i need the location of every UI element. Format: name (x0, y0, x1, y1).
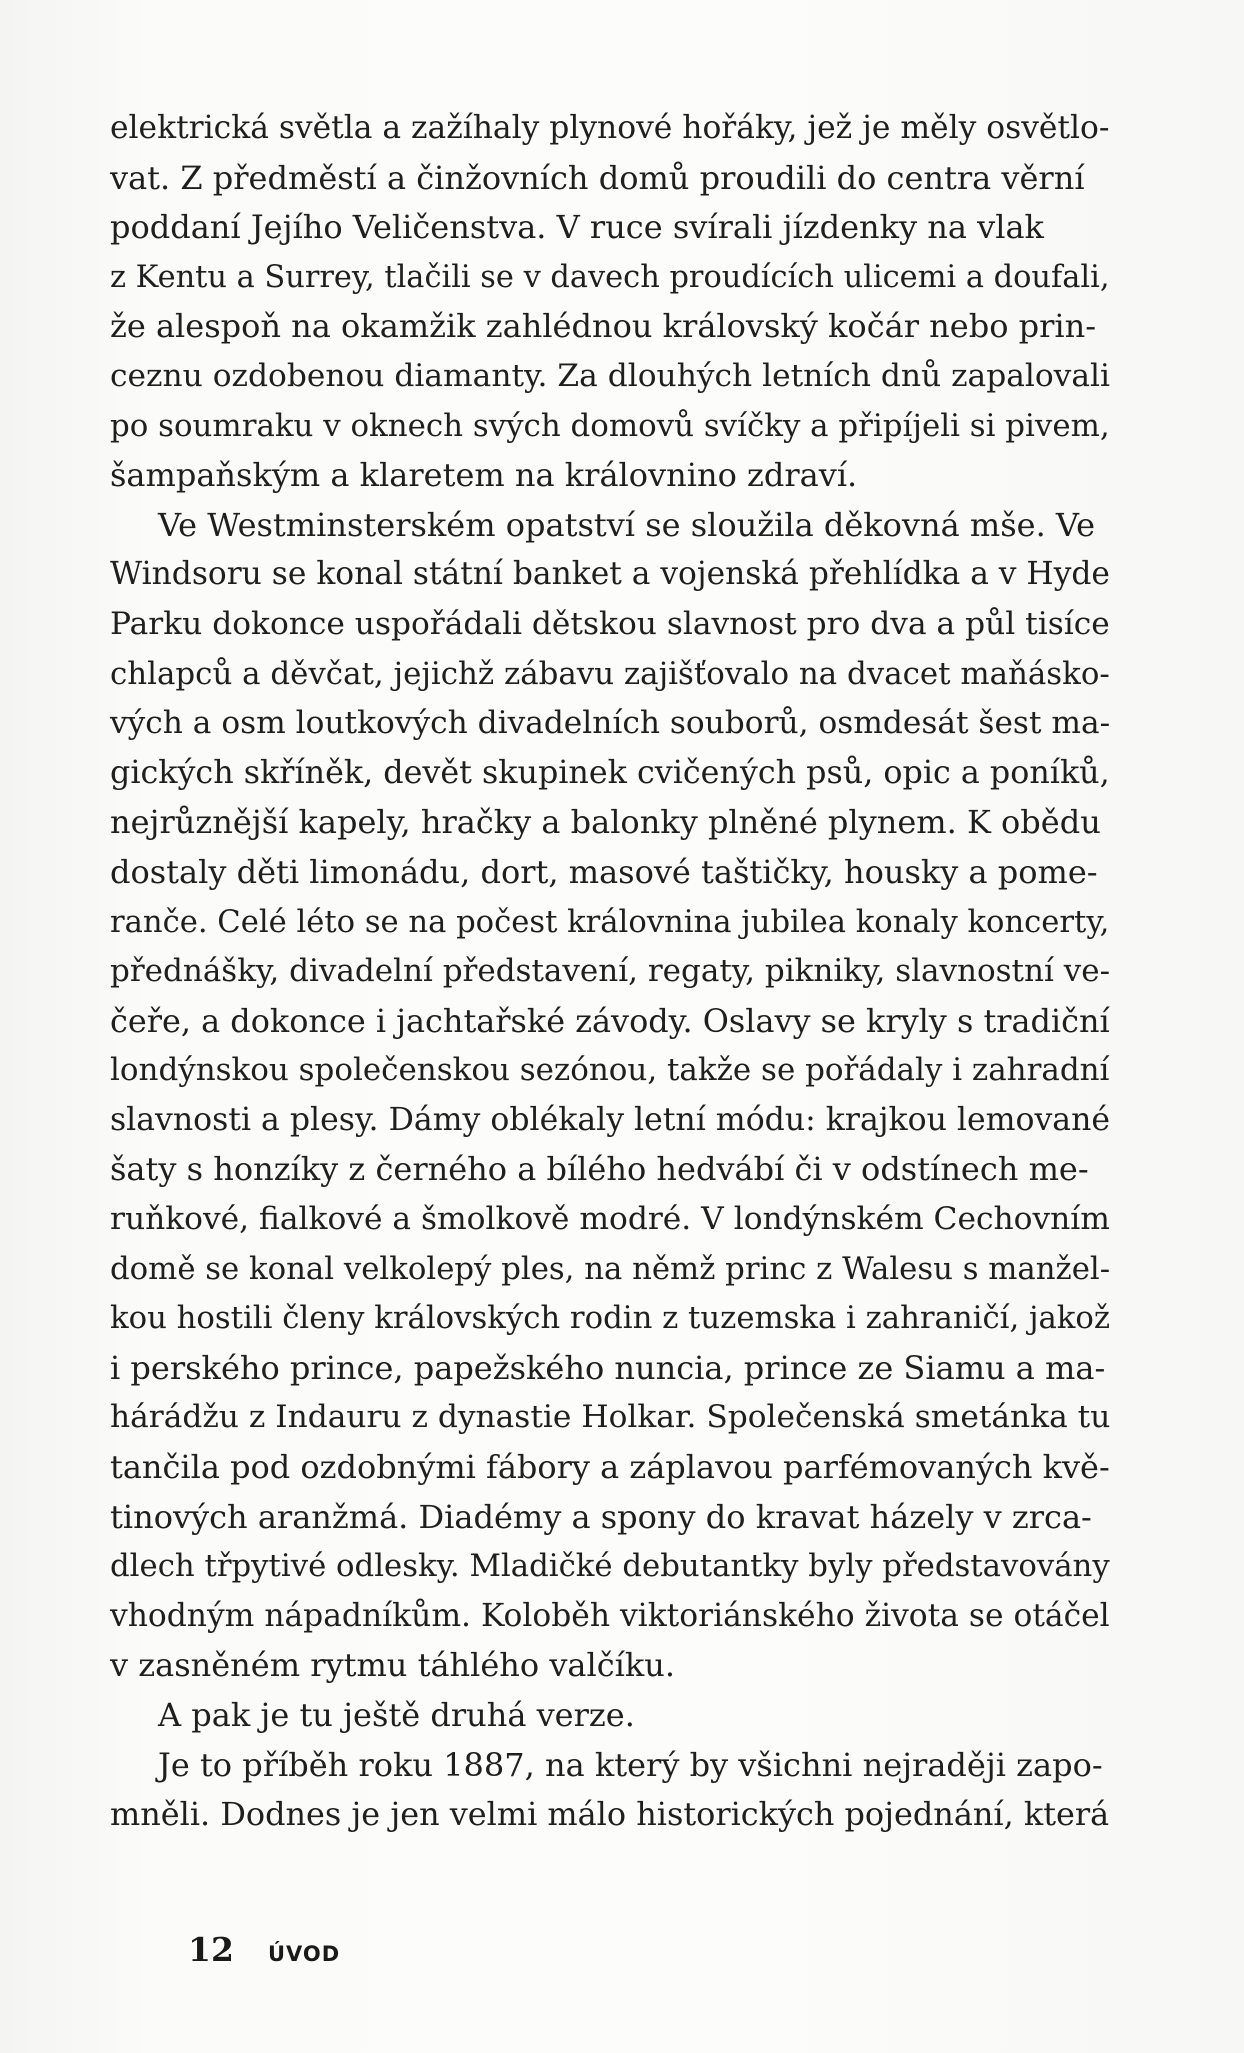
text-line: gických skříněk, devět skupinek cvičených psů, opic a poníků, (110, 754, 1110, 791)
text-line: vých a osm loutkových divadelních souborů, osmdesát šest ma- (110, 705, 1111, 742)
text-line: mněli. Dodnes je jen velmi málo historických pojednání, která (110, 1795, 1110, 1834)
text-line: elektrická světla a zažíhaly plynové hořáky, jež je měly osvětlo- (110, 110, 1110, 146)
text-line: slavnosti a plesy. Dámy oblékaly letní módu: krajkou lemované (110, 1101, 1111, 1138)
text-line: londýnskou společenskou sezónou, takže se pořádaly i zahradní (110, 1052, 1110, 1089)
text-line: že alespoň na okamžik zahlédnou královský kočár nebo prin- (110, 307, 1097, 346)
text-line: i perského prince, papežského nuncia, prince ze Siamu a ma- (110, 1348, 1106, 1387)
text-line: Windsoru se konal státní banket a vojenská přehlídka a v Hyde (110, 556, 1110, 593)
text-line: hárádžu z Indauru z dynastie Holkar. Společenská smetánka tu (110, 1399, 1111, 1436)
text-line: chlapců a děvčat, jejichž zábavu zajišťovalo na dvacet maňásko- (110, 655, 1110, 692)
text-line: vat. Z předměstí a činžovních domů proudili do centra věrní (110, 158, 1085, 197)
text-line: v zasněném rytmu táhlého valčíku. (110, 1646, 676, 1685)
running-head: ÚVOD (267, 1942, 341, 1966)
text-line: ruňkové, fialkové a šmolkově modré. V londýnském Cechovním (110, 1201, 1110, 1238)
text-line: šaty s honzíky z černého a bílého hedvábí či v odstínech me- (110, 1150, 1089, 1189)
text-line: šampaňským a klaretem na královnino zdraví. (110, 456, 858, 495)
paragraph-start-line: A pak je tu ještě druhá verze. (158, 1696, 635, 1734)
text-line: kou hostili členy královských rodin z tuzemska i zahraničí, jakož (110, 1300, 1111, 1337)
text-line: přednášky, divadelní představení, regaty, pikniky, slavnostní ve- (110, 953, 1111, 990)
text-line: dostaly děti limonádu, dort, masové taštičky, housky a pome- (110, 852, 1098, 891)
paragraph-start-line: Ve Westminsterském opatství se sloužila děkovná mše. Ve (158, 505, 1096, 544)
text-line: dlech třpytivé odlesky. Mladičké debutantky byly představovány (110, 1548, 1110, 1585)
text-line: nejrůznější kapely, hračky a balonky plněné plynem. K obědu (110, 803, 1101, 842)
text-line: tančila pod ozdobnými fábory a záplavou parfémovaných kvě- (110, 1448, 1110, 1487)
text-line: ranče. Celé léto se na počest královnina jubilea konaly koncerty, (110, 904, 1110, 940)
text-line: po soumraku v oknech svých domovů svíčky a připíjeli si pivem, (110, 407, 1110, 444)
body-text (110, 104, 1110, 1840)
text-line: čeře, a dokonce i jachtařské závody. Oslavy se kryly s tradiční (110, 1001, 1110, 1040)
page-footer (188, 1930, 340, 1969)
text-line: Parku dokonce uspořádali dětskou slavnost pro dva a půl tisíce (110, 605, 1110, 642)
paragraph-start-line: Je to příběh roku 1887, na který by všichni nejraději zapo- (158, 1745, 1103, 1784)
text-line: poddaní Jejího Veličenstva. V ruce svírali jízdenky na vlak (110, 208, 1044, 247)
text-line: z Kentu a Surrey, tlačili se v davech proudících ulicemi a doufali, (110, 259, 1110, 295)
text-line: domě se konal velkolepý ples, na němž princ z Walesu s manžel- (110, 1250, 1111, 1287)
text-line: tinových aranžmá. Diadémy a spony do kravat házely v zrca- (110, 1497, 1092, 1536)
text-line: ceznu ozdobenou diamanty. Za dlouhých letních dnů zapalovali (110, 357, 1110, 394)
page-number: 12 (188, 1930, 234, 1969)
text-line: vhodným nápadníkům. Koloběh viktoriánského života se otáčel (110, 1597, 1110, 1634)
